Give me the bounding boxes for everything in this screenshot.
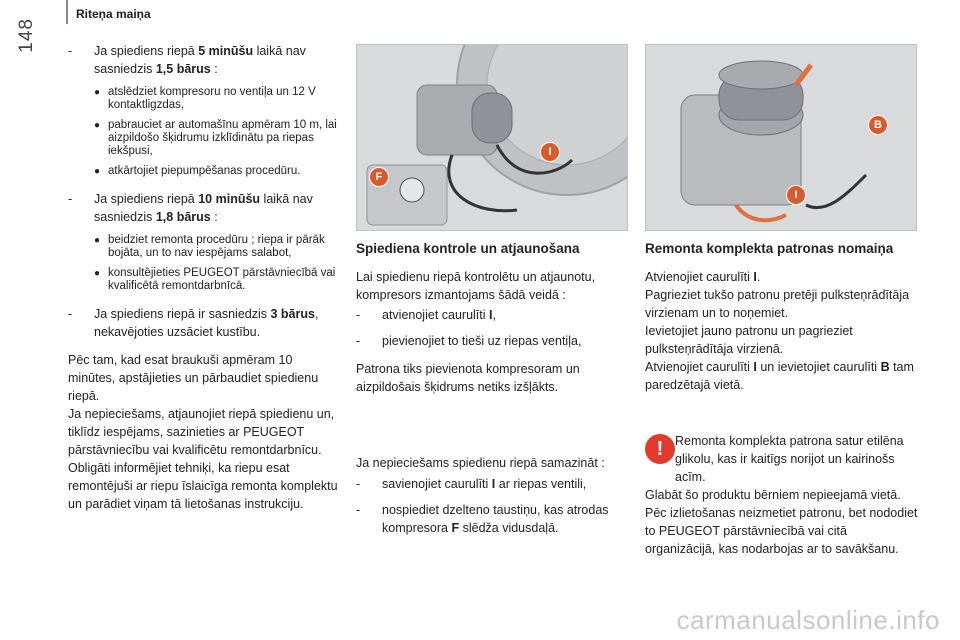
section-heading: Spiediena kontrole un atjaunošana: [356, 241, 580, 256]
bullet-item: ● pabrauciet ar automašīnu apmēram 10 m, lai aizpildošo šķidrumu izklīdinātu pa riepas iekšpusi,: [94, 119, 340, 158]
warning-text: Pēc izlietošanas neizmetiet patronu, bet nododiet to PEUGEOT pārstāvniecībā vai citā organizācijā, kas nodarbojas ar to savākšanu.: [645, 506, 918, 556]
list-item: - atvienojiet caurulīti I,: [356, 308, 496, 322]
right-column: [645, 240, 925, 394]
warning-text: Glabāt šo produktu bērniem nepieejamā vietā.: [645, 488, 901, 502]
paragraph: Ja nepieciešams spiedienu riepā samazināt :: [356, 456, 605, 470]
section-title: Riteņa maiņa: [76, 7, 151, 21]
bullet-item: ● atkārtojiet piepumpēšanas procedūru.: [94, 165, 340, 178]
cartridge-illustration: [645, 44, 917, 231]
bullet-item: ● beidziet remonta procedūru ; riepa ir pārāk bojāta, un to nav iespējams salabot,: [94, 234, 340, 260]
list-item: - nospiediet dzelteno taustiņu, kas atrodas kompresora F slēdža vidusdaļā.: [356, 503, 609, 535]
warning-icon: !: [645, 434, 675, 464]
page-number: 148: [16, 18, 37, 53]
bullet-item: ● atslēdziet kompresoru no ventiļa un 12 V kontaktligzdas,: [94, 86, 340, 112]
list-item: - Ja spiediens riepā 5 minūšu laikā nav sasniedzis 1,5 bārus :: [68, 44, 306, 76]
paragraph: Atvienojiet caurulīti I.: [645, 270, 761, 284]
middle-column: [356, 240, 636, 396]
compressor-drawing: [357, 45, 627, 230]
paragraph: Lai spiedienu riepā kontrolētu un atjaunotu, kompresors izmantojams šādā veidā :: [356, 270, 596, 302]
watermark: carmanualsonline.info: [676, 605, 940, 635]
marker-label: F: [369, 167, 389, 187]
list-item: - savienojiet caurulīti I ar riepas ventili,: [356, 477, 587, 491]
paragraph: Ievietojiet jauno patronu un pagrieziet pulksteņrādītāja virzienā.: [645, 324, 853, 356]
cartridge-drawing: [646, 45, 916, 230]
compressor-illustration: [356, 44, 628, 231]
paragraph: Obligāti informējiet tehniķi, ka riepu esat remontējuši ar riepu īslaicīga remonta komplektu un parādiet viņam tā lietošanas instrukciju.: [68, 461, 338, 511]
warning-box: [645, 432, 920, 558]
header-rule: [66, 0, 68, 24]
bullet-item: ● konsultējieties PEUGEOT pārstāvniecībā vai kvalificētā remontdarbnīcā.: [94, 267, 340, 293]
marker-label: B: [868, 115, 888, 135]
marker-label: I: [786, 185, 806, 205]
middle-column-lower: [356, 454, 636, 545]
paragraph: Pēc tam, kad esat braukuši apmēram 10 minūtes, apstājieties un pārbaudiet spiedienu riepā.: [68, 353, 319, 403]
paragraph: Atvienojiet caurulīti I un ievietojiet caurulīti B tam paredzētajā vietā.: [645, 360, 914, 392]
section-heading: Remonta komplekta patronas nomaiņa: [645, 241, 894, 256]
paragraph: Ja nepieciešams, atjaunojiet riepā spiedienu un, tiklīdz iespējams, sazinieties ar PEUGEOT pārstāvniecību vai kvalificētu remontdarbnīcu.: [68, 407, 335, 457]
paragraph: Pagrieziet tukšo patronu pretēji pulksteņrādītāja virzienam un to noņemiet.: [645, 288, 910, 320]
paragraph: Patrona tiks pievienota kompresoram un aizpildošais šķidrums netiks izšļākts.: [356, 362, 580, 394]
list-item: - Ja spiediens riepā 10 minūšu laikā nav sasniedzis 1,8 bārus :: [68, 192, 313, 224]
marker-label: I: [540, 142, 560, 162]
warning-text: Remonta komplekta patrona satur etilēna glikolu, kas ir kaitīgs norijot un kairinošs acīm.: [675, 434, 904, 484]
list-item: - Ja spiediens riepā ir sasniedzis 3 bārus, nekavējoties uzsāciet kustību.: [68, 307, 319, 339]
list-item: - pievienojiet to tieši uz riepas ventiļa,: [356, 334, 582, 348]
left-column: [68, 42, 340, 513]
